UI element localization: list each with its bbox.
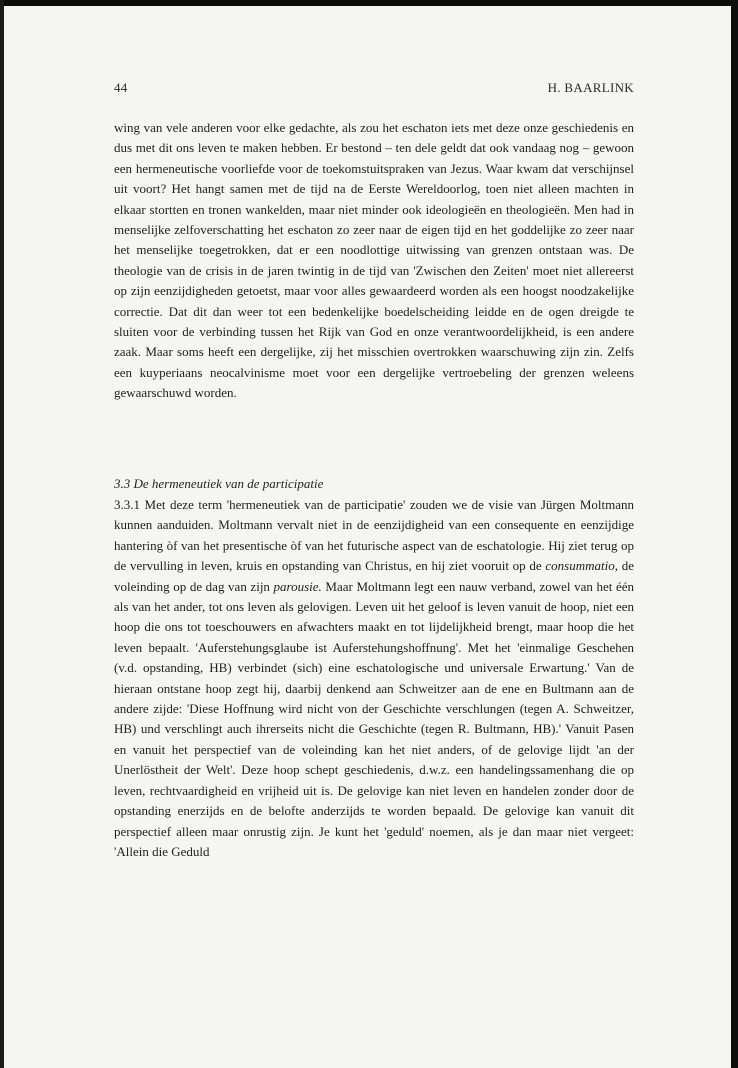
body-paragraph-1: wing van vele anderen voor elke gedachte, als zou het eschaton iets met deze onze geschiedenis en dus met dit ons leven te maken hebben. Er bestond – ten dele geldt dat ook vandaag nog – gewoon een hermeneutische voorliefde voor de toekomstuitspraken van Jezus. Waar kwam dat verschijnsel uit voort? Het hangt samen met de tijd na de Eerste Wereldoorlog, toen niet alleen machten in elkaar stortten en tronen wankelden, maar niet minder ook ideologieën en theologieën. Men had in menselijke zelfoverschatting het eschaton zo zeer naar de eigen tijd en het goddelijke zo zeer naar het menselijke toegetrokken, dat er een noodlottige uitwissing van grenzen ontstaan was. De theologie van de crisis in de jaren twintig in de tijd van 'Zwischen den Zeiten' moet niet allereerst op zijn eenzijdigheden getoetst, maar voor alles gewaardeerd worden als een hoogst noodzakelijke correctie. Dat dit dan weer tot een bedenkelijke boedelscheiding leidde en de ogen dreigde te sluiten voor de verbinding tussen het Rijk van God en onze verantwoordelijkheid, is een andere zaak. Maar soms heeft een dergelijke, zij het misschien overtrokken waarschuwing zijn zin. Zelfs een kuyperiaans neocalvinisme moet voor een dergelijke vertroebeling der grenzen weleens gewaarschuwd worden. xyxy=(114,120,634,401)
author-name: H. BAARLINK xyxy=(547,80,634,95)
body-paragraph-2 xyxy=(114,495,634,862)
section-heading: 3.3 De hermeneutiek van de participatie xyxy=(114,476,324,491)
scan-border-right xyxy=(731,0,738,1068)
page-number: 44 xyxy=(114,80,128,95)
paragraph-2-text-a: 3.3.1 Met deze term 'hermeneutiek van de participatie' zouden we de visie van Jürgen Moltmann kunnen aanduiden. Moltmann vervalt niet in de eenzijdigheid van een consequente en eenzijdige hantering òf van het presentische òf van het futurische aspect van de eschatologie. Hij ziet terug op de vervulling in leven, kruis en opstanding van Christus, en hij ziet vooruit op de xyxy=(114,497,634,574)
emphasis-consummatio: consummatio, xyxy=(545,558,618,574)
emphasis-parousie: parousie. xyxy=(273,578,322,594)
paragraph-2-text-c: Maar Moltmann legt een nauw verband, zowel van het één als van het ander, tot ons leven als gelovigen. Leven uit het geloof is leven vanuit de hoop, niet een hoop die ons tot toeschouwers en afwachters maakt en tot lijdelijkheid brengt, maar hoop die het leven bepaalt. 'Auferstehungsglaube ist Auferstehungshoffnung'. Met het 'einmalige Geschehen (v.d. opstanding, HB) verbindet (sich) eine eschatologische und universale Erwartung.' Van de hieraan ontstane hoop zegt hij, daarbij denkend aan Schweitzer aan de ene en Bultmann aan de andere zijde: 'Diese Hoffnung wird nicht von der Geschichte verschlungen (tegen A. Schweitzer, HB) und verschlingt auch ihrerseits nicht die Geschichte (tegen R. Bultmann, HB).' Vanuit Pasen en vanuit het perspectief van de voleinding kan het niet anders, of de gelovige lijdt 'an der Unerlöstheit der Welt'. Deze hoop schept geschiedenis, d.w.z. een handelingssamenhang die op leven, rechtvaardigheid en vrijheid uit is. De gelovige kan niet leven en handelen zonder door de opstanding enerzijds en de belofte anderzijds te worden bepaald. De gelovige kan vanuit dit perspectief alleen maar onrustig zijn. Je kunt het 'geduld' noemen, als je dan maar niet vergeet: 'Allein die Geduld xyxy=(114,578,634,859)
paragraph-2-text-b: de voleinding op de dag van zijn xyxy=(114,558,634,594)
